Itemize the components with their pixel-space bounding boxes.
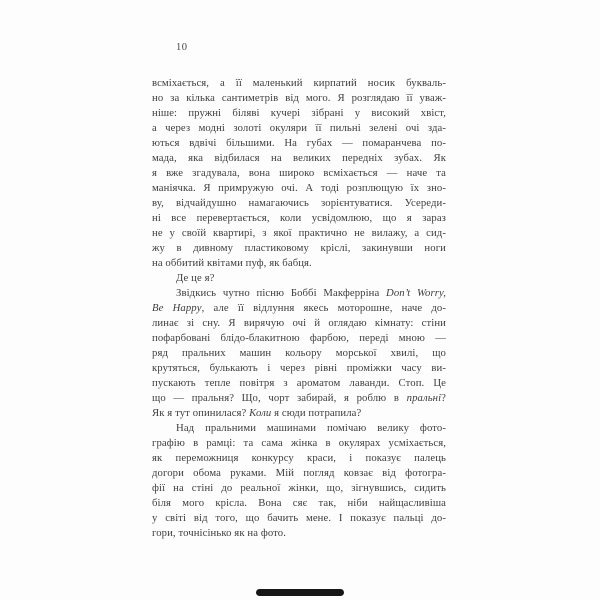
text-line: гори, точнісінько як на фото. [152,527,286,539]
text-line: ніше: пружні біляві кучері зібрані у високий хвіст, [152,107,446,119]
text-line: Звідкись чутно пісню Боббі Макферріна Don’t Worry, [176,287,447,299]
text-line: графію в рамці: та сама жінка в окулярах усміхається, [152,437,446,449]
text-line: ються вдвічі більшими. На губах — помаранчева по- [152,137,446,149]
text-line: догори обома руками. Мій погляд ковзає від фотогра- [152,467,446,479]
text-line: на оббитий квітами пуф, як бабця. [152,257,312,269]
text-line: ву, відчайдушно намагаючись зорієнтуватися. Усереди- [152,197,446,209]
page-number: 10 [176,42,188,53]
text-line: Be Happy, але її відлуння якесь моторошне, наче до- [152,302,446,314]
text-line: фії на стіні до реальної жінки, що, зігнувшись, сидить [152,482,446,494]
text-line: що — пральня? Що, чорт забирай, я роблю в пральні? [152,392,446,404]
text-line: всміхається, а її маленький кирпатий носик букваль- [152,77,446,89]
page-text [152,76,446,541]
text-line: ні все перевертається, коли усвідомлюю, що я зараз [152,212,446,224]
text-line: а через модні золоті окуляри її пильні зелені очі зда- [152,122,446,134]
text-line: не у своїй квартирі, з якої практично не вилажу, а сид- [152,227,446,239]
text-line: пофарбовані блідо-блакитною фарбою, переді мною — [152,332,446,344]
text-line: Де це я? [176,272,215,284]
text-line: Як я тут опинилася? Коли я сюди потрапила? [152,407,362,419]
text-line: у світі від того, що бачить мене. І показує пальці до- [152,512,446,524]
home-indicator[interactable] [256,589,344,596]
text-line: линає зі сну. Я вирячую очі й оглядаю кімнату: стіни [152,317,446,329]
text-line: біля мого крісла. Вона сяє так, ніби найщасливіша [152,497,446,509]
text-line: мада, яка відбилася на великих передніх зубах. Як [152,152,446,164]
text-line: Над пральними машинами помічаю велику фото- [176,422,446,434]
text-line: крутяться, булькають і через рівні проміжки часу ви- [152,362,446,374]
text-line: но за кілька сантиметрів від мого. Я розглядаю її уваж- [152,92,446,104]
text-line: ряд пральних машин кольору морської хвилі, що [152,347,446,359]
text-line: як переможниця конкурсу краси, і показує палець [152,452,446,464]
text-line: жу в дивному пластиковому кріслі, закинувши ноги [152,242,446,254]
text-line: пускають тепле повітря з ароматом лаванди. Стоп. Це [152,377,446,389]
text-line: маніячка. Я примружую очі. А тоді розплющую їх зно- [152,182,446,194]
text-line: я вже згадувала, вона широко всміхається — наче та [152,167,446,179]
